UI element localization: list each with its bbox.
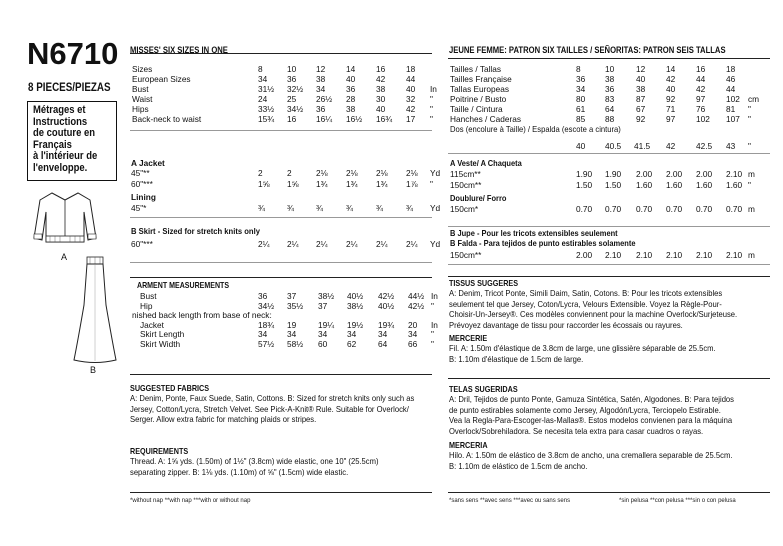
garment-row-label: Jacket xyxy=(140,319,164,330)
row-value: 81 xyxy=(726,104,736,114)
garment-row-value: 37 xyxy=(318,300,328,311)
garment-row-unit: " xyxy=(431,300,434,311)
row-unit: m xyxy=(748,204,755,214)
garment-row-label: Bust xyxy=(140,291,157,301)
text-line: A: Denim, Tricot Ponte, Simili Daim, Satin, Cotons. B: Pour les tricots extensibles xyxy=(449,288,723,298)
row-value: 88 xyxy=(605,114,615,124)
suggested-fabrics-title: SUGGESTED FABRICS xyxy=(130,383,210,393)
row-value: ¾ xyxy=(346,203,353,213)
row-value: 16 xyxy=(376,64,386,74)
row-value: 2¼ xyxy=(287,239,299,249)
row-value: 32½ xyxy=(287,84,304,94)
french-note-line: de couture en xyxy=(33,127,96,140)
row-label: Back-neck to waist xyxy=(132,114,202,124)
row-value: 1.60 xyxy=(696,180,713,190)
mercerie-text xyxy=(449,343,757,364)
garment-row-value: 40½ xyxy=(378,300,395,311)
garment-row-label: Hip xyxy=(140,300,153,311)
garment-row-value: 60 xyxy=(318,338,328,349)
row-value: 2.00 xyxy=(636,169,653,179)
suggested-fabrics-text xyxy=(130,393,434,425)
row-value: 14 xyxy=(346,64,356,74)
jacket-illustration xyxy=(30,190,100,252)
row-value: 2⅛ xyxy=(406,168,418,178)
text-line: B: 1.10m d'élastique de 1.5cm de large. xyxy=(449,353,584,364)
row-value: 38 xyxy=(636,84,646,94)
piece-count: 8 PIECES/PIEZAS xyxy=(28,80,111,94)
row-value: 2 xyxy=(258,168,263,178)
garment-row-value: 19½ xyxy=(347,319,364,330)
row-unit: " xyxy=(748,180,751,190)
row-value: 2 xyxy=(287,168,292,178)
row-value: 1.60 xyxy=(726,180,743,190)
row-value: 0.70 xyxy=(666,204,683,214)
text-line: Fil. A: 1.50m d'élastique de 3.8cm de large, une glissière séparable de 25.5cm. xyxy=(449,343,716,353)
row-value: 17 xyxy=(406,114,416,124)
row-value: 0.70 xyxy=(576,204,593,214)
row-label: Waist xyxy=(132,94,153,104)
tissus-text xyxy=(449,288,757,330)
text-line: Serger. Allow extra fabric for matching plaids or stripes. xyxy=(130,414,317,424)
row-value: 2⅛ xyxy=(376,168,388,178)
skirt-title: B Skirt - Sized for stretch knits only xyxy=(131,226,260,236)
row-value: 107 xyxy=(726,114,740,124)
row-value: 38 xyxy=(316,74,326,84)
garment-row-label: Skirt Length xyxy=(140,329,185,339)
requirements-text xyxy=(130,456,434,477)
row-unit: " xyxy=(430,104,433,114)
row-value: 2.10 xyxy=(636,250,653,260)
garment-row-value: 38½ xyxy=(318,291,335,301)
garment-row-value: 44½ xyxy=(408,291,425,301)
text-line: Prévoyez davantage de tissu pour raccorder les écossais ou rayures. xyxy=(449,319,683,330)
tissus-title: TISSUS SUGGERES xyxy=(449,278,519,288)
row-value: ¾ xyxy=(287,203,294,213)
row-unit: Yd xyxy=(430,168,441,178)
row-value: 2⅛ xyxy=(316,168,328,178)
french-note-line: à l'intérieur de xyxy=(33,150,98,163)
row-value: 1⅞ xyxy=(406,179,418,189)
text-line: Hilo. A: 1.50m de elástico de 3.8cm de ancho, una cremallera separable de 25.5cm. xyxy=(449,450,733,460)
row-value: ¾ xyxy=(376,203,383,213)
garment-row-value: 66 xyxy=(408,338,418,349)
row-label: Taille / Cintura xyxy=(450,104,503,114)
row-value: 10 xyxy=(287,64,297,74)
garment-row-value: 19¾ xyxy=(378,319,395,330)
row-value: 97 xyxy=(666,114,676,124)
row-value: 30 xyxy=(376,94,386,104)
row-value: 26½ xyxy=(316,94,333,104)
row-unit: " xyxy=(748,104,751,114)
telas-title: TELAS SUGERIDAS xyxy=(449,384,518,394)
row-value: 97 xyxy=(696,94,706,104)
french-note xyxy=(33,105,115,175)
row-value: 32 xyxy=(406,94,416,104)
row-value: 16 xyxy=(287,114,297,124)
row-value: 42 xyxy=(696,84,706,94)
garment-row-value: 42½ xyxy=(408,300,425,311)
illustration-label-b: B xyxy=(90,365,97,375)
garment-row-value: 19 xyxy=(287,319,297,330)
garment-title: ARMENT MEASUREMENTS xyxy=(137,280,230,290)
text-line: Vea la Regla-Para-Escoger-las-Mallas®. Estos modelos convienen para la máquina xyxy=(449,415,733,425)
row-label: Tailles / Tallas xyxy=(450,64,502,74)
row-unit: m xyxy=(748,169,755,179)
row-value: 1¾ xyxy=(316,179,328,189)
garment-row-value: 20 xyxy=(408,319,418,330)
es-footnote: *sin pelusa **con pelusa ***sin o con pelusa xyxy=(619,498,736,504)
row-value: 2⅛ xyxy=(346,168,358,178)
row-value: 2¼ xyxy=(376,239,388,249)
garment-row-unit: In xyxy=(431,291,438,301)
garment-row-value: 42½ xyxy=(378,291,395,301)
garment-row-value: 34 xyxy=(378,329,388,339)
garment-row-value: 34½ xyxy=(258,300,275,311)
row-value: 42 xyxy=(376,74,386,84)
fr-footnote: *sans sens **avec sens ***avec ou sans sens xyxy=(449,498,571,504)
row-unit: Yd xyxy=(430,203,441,213)
row-unit: " xyxy=(430,179,433,189)
row-value: 2¼ xyxy=(346,239,358,249)
title-english: MISSES' SIX SIZES IN ONE xyxy=(130,45,228,55)
row-value: 85 xyxy=(576,114,586,124)
row-value: 34 xyxy=(258,74,268,84)
row-value: 36 xyxy=(576,74,586,84)
row-label: Bust xyxy=(132,84,149,94)
row-value: 1⅝ xyxy=(287,179,299,189)
french-note-line: l'enveloppe. xyxy=(33,161,88,174)
row-label: European Sizes xyxy=(132,74,191,84)
row-label: Poitrine / Busto xyxy=(450,94,507,104)
text-line: de punto estirables solamente como Jersey, Algodón/Lycra, Terciopelo Estirable. xyxy=(449,404,721,415)
row-value: 0.70 xyxy=(636,204,653,214)
text-line: B: 1.10m de elástico de 1.5cm de ancho. xyxy=(449,460,588,471)
garment-row-unit: " xyxy=(431,338,434,349)
row-unit: In xyxy=(430,84,437,94)
row-value: 61 xyxy=(576,104,586,114)
garment-row-value: 40½ xyxy=(347,291,364,301)
row-value: 0.70 xyxy=(605,204,622,214)
row-value: 44 xyxy=(406,74,416,84)
row-value: 38 xyxy=(605,74,615,84)
dos-value: 43 xyxy=(726,141,736,151)
text-line: Choisir-Un-Jersey®. Ces modèles conviennent pour la machine Overlock/Surjeteuse. xyxy=(449,309,738,319)
row-value: 28 xyxy=(346,94,356,104)
text-line: Thread. A: 1⅝ yds. (1.50m) of 1½" (3.8cm) wide elastic, one 10" (25.5cm) xyxy=(130,456,379,466)
row-value: 80 xyxy=(576,94,586,104)
row-value: 92 xyxy=(666,94,676,104)
text-line: Overlock/Sobrehiladora. Se necesita tela extra para casar cuadros o rayas. xyxy=(449,425,704,436)
row-value: 2¼ xyxy=(316,239,328,249)
french-note-line: Instructions xyxy=(33,115,88,128)
dos-value: 42.5 xyxy=(696,141,713,151)
garment-row-value: 35½ xyxy=(287,300,304,311)
text-line: separating zipper. B: 1⅛ yds. (1.10m) of ⅝" (1.5cm) wide elastic. xyxy=(130,466,349,477)
row-value: 1⅝ xyxy=(258,179,270,189)
row-value: 1.60 xyxy=(666,180,683,190)
row-value: 1.50 xyxy=(576,180,593,190)
telas-text xyxy=(449,394,757,436)
merceria-text xyxy=(449,450,757,471)
row-value: 2¼ xyxy=(406,239,418,249)
row-value: 12 xyxy=(636,64,646,74)
garment-row-value: 18¾ xyxy=(258,319,275,330)
french-note-line: Français xyxy=(33,138,72,151)
row-value: 25 xyxy=(287,94,297,104)
row-label: 150cm** xyxy=(450,250,482,260)
row-value: 1.90 xyxy=(605,169,622,179)
row-value: 16¼ xyxy=(316,114,333,124)
row-value: 18 xyxy=(726,64,736,74)
illustration-label-a: A xyxy=(61,252,68,262)
row-value: 2.00 xyxy=(696,169,713,179)
dos-value: 40 xyxy=(576,141,586,151)
row-value: 2.10 xyxy=(726,250,743,260)
row-label: Tailles Française xyxy=(450,74,512,84)
row-value: ¾ xyxy=(316,203,323,213)
row-value: 16 xyxy=(696,64,706,74)
row-value: ¾ xyxy=(258,203,265,213)
veste-title: A Veste/ A Chaqueta xyxy=(450,158,522,168)
row-value: 76 xyxy=(696,104,706,114)
row-value: 42 xyxy=(666,74,676,84)
row-value: 38 xyxy=(376,84,386,94)
garment-row-value: 34 xyxy=(258,329,268,339)
garment-row-value: 19¼ xyxy=(318,319,335,330)
row-value: 64 xyxy=(605,104,615,114)
jupe-title: B Jupe - Pour les tricots extensibles seulement xyxy=(450,228,618,238)
row-label: 115cm** xyxy=(450,169,481,179)
row-unit: Yd xyxy=(430,239,441,249)
dos-value: 41.5 xyxy=(634,141,651,151)
row-value: 2.10 xyxy=(696,250,713,260)
row-value: 1.50 xyxy=(605,180,622,190)
row-value: 0.70 xyxy=(726,204,743,214)
row-value: 2¼ xyxy=(258,239,270,249)
row-value: 102 xyxy=(726,94,740,104)
row-value: 8 xyxy=(576,64,581,74)
mercerie-title: MERCERIE xyxy=(449,333,488,343)
row-value: 44 xyxy=(696,74,706,84)
row-value: 8 xyxy=(258,64,263,74)
row-value: 34 xyxy=(576,84,586,94)
row-value: 1.60 xyxy=(636,180,653,190)
row-unit: " xyxy=(748,114,751,124)
en-footnote: *without nap **with nap ***with or without nap xyxy=(130,498,251,504)
garment-row-label: Skirt Width xyxy=(140,338,181,349)
garment-row-value: 36 xyxy=(258,291,268,301)
row-value: 2.10 xyxy=(605,250,622,260)
row-value: 36 xyxy=(346,84,356,94)
dos-value: 40.5 xyxy=(605,141,622,151)
text-line: Jersey, Cotton/Lycra, Stretch Velvet. See Pick-A-Knit® Rule. Suitable for Overlock/ xyxy=(130,403,409,414)
row-value: 34 xyxy=(316,84,326,94)
garment-row-label: nished back length from base of neck: xyxy=(132,310,272,320)
garment-row-value: 64 xyxy=(378,338,388,349)
row-value: 36 xyxy=(605,84,615,94)
row-value: 12 xyxy=(316,64,326,74)
row-value: 92 xyxy=(636,114,646,124)
row-value: 67 xyxy=(636,104,646,114)
french-note-line: Métrages et xyxy=(33,104,86,116)
row-unit: cm xyxy=(748,94,760,104)
row-value: 40 xyxy=(666,84,676,94)
garment-row-value: 34 xyxy=(287,329,297,339)
garment-row-value: 34 xyxy=(318,329,328,339)
row-label: 45"* xyxy=(131,203,147,213)
row-label: 45"** xyxy=(131,168,150,178)
row-value: 16¾ xyxy=(376,114,393,124)
row-label: 60"*** xyxy=(131,239,153,249)
garment-row-value: 34 xyxy=(347,329,357,339)
row-value: 1.90 xyxy=(576,169,593,179)
dos-label: Dos (encolure à Taille) / Espalda (escote a cintura) xyxy=(450,124,621,134)
row-value: 42 xyxy=(406,104,416,114)
garment-row-unit: In xyxy=(431,319,438,330)
row-value: 2.10 xyxy=(666,250,683,260)
row-value: 40 xyxy=(636,74,646,84)
garment-row-value: 62 xyxy=(347,338,357,349)
skirt-illustration xyxy=(70,255,120,367)
row-label: 60"*** xyxy=(131,179,153,189)
row-value: 0.70 xyxy=(696,204,713,214)
row-value: 1¾ xyxy=(376,179,388,189)
jacket-title: A Jacket xyxy=(131,158,165,168)
row-value: 10 xyxy=(605,64,615,74)
pattern-number: N6710 xyxy=(27,36,119,71)
falda-title: B Falda - Para tejidos de punto estirables solamente xyxy=(450,238,636,248)
dos-value: 42 xyxy=(666,141,676,151)
row-value: 40 xyxy=(376,104,386,114)
row-label: 150cm* xyxy=(450,204,479,214)
doublure-title: Doublure/ Forro xyxy=(450,193,507,203)
garment-row-unit: " xyxy=(431,329,434,339)
garment-row-value: 38½ xyxy=(347,300,364,311)
text-line: A: Dril, Tejidos de punto Ponte, Gamuza Sintética, Satén, Algodones. B: Para tejidos xyxy=(449,394,734,404)
row-label: Sizes xyxy=(132,64,153,74)
row-value: 15¾ xyxy=(258,114,275,124)
title-french-spanish: JEUNE FEMME: PATRON SIX TAILLES / SEÑORITAS: PATRON SEIS TALLAS xyxy=(449,45,726,55)
row-unit: m xyxy=(748,250,755,260)
row-value: 71 xyxy=(666,104,676,114)
row-value: 2.00 xyxy=(666,169,683,179)
row-value: 33½ xyxy=(258,104,275,114)
row-value: 24 xyxy=(258,94,268,104)
row-label: Hips xyxy=(132,104,149,114)
row-value: 38 xyxy=(346,104,356,114)
row-label: Hanches / Caderas xyxy=(450,114,522,124)
row-value: 40 xyxy=(346,74,356,84)
row-value: 102 xyxy=(696,114,710,124)
garment-row-value: 34 xyxy=(408,329,418,339)
row-value: 44 xyxy=(726,84,736,94)
row-value: 36 xyxy=(316,104,326,114)
row-value: 40 xyxy=(406,84,416,94)
row-value: 2.10 xyxy=(726,169,743,179)
row-unit: " xyxy=(430,114,433,124)
row-value: 46 xyxy=(726,74,736,84)
row-value: 2.00 xyxy=(576,250,593,260)
lining-title: Lining xyxy=(131,192,156,202)
merceria-title: MERCERIA xyxy=(449,440,488,450)
garment-row-value: 57½ xyxy=(258,338,275,349)
row-value: 36 xyxy=(287,74,297,84)
row-value: 14 xyxy=(666,64,676,74)
row-value: ¾ xyxy=(406,203,413,213)
row-label: Tallas Europeas xyxy=(450,84,510,94)
garment-row-value: 58½ xyxy=(287,338,304,349)
requirements-title: REQUIREMENTS xyxy=(130,446,189,456)
garment-row-value: 37 xyxy=(287,291,297,301)
row-unit: " xyxy=(430,94,433,104)
row-value: 83 xyxy=(605,94,615,104)
row-value: 87 xyxy=(636,94,646,104)
row-value: 1¾ xyxy=(346,179,358,189)
text-line: seulement tel que Jersey, Coton/Lycra, Velours Extensible. Voyez la Règle-Pour- xyxy=(449,298,722,309)
text-line: A: Denim, Ponte, Faux Suede, Satin, Cottons. B: Sized for stretch knits only such as xyxy=(130,393,415,403)
row-value: 31½ xyxy=(258,84,275,94)
dos-unit: " xyxy=(748,141,751,151)
row-value: 34½ xyxy=(287,104,304,114)
row-value: 16½ xyxy=(346,114,363,124)
row-label: 150cm** xyxy=(450,180,482,190)
row-value: 18 xyxy=(406,64,416,74)
